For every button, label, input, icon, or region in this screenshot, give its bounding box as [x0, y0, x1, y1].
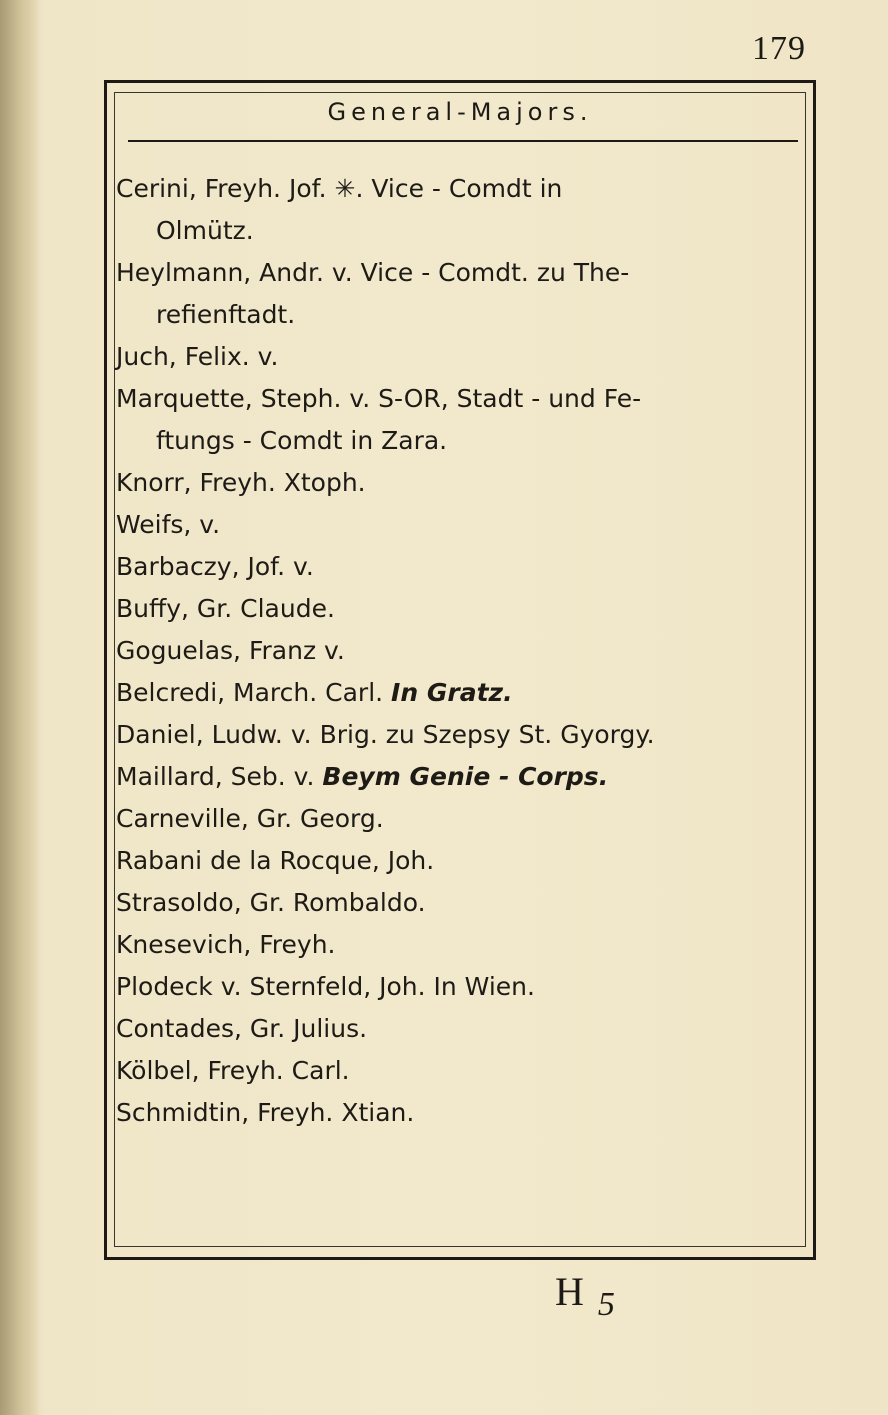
list-item: [116, 462, 796, 504]
entry-continuation: refienftadt.: [156, 300, 296, 329]
entry-note: Beym Genie - Corps.: [322, 762, 609, 791]
list-item: [116, 546, 796, 588]
list-item: [116, 252, 796, 336]
entry-text: Heylmann, Andr. v. Vice - Comdt. zu The-: [116, 258, 630, 287]
entry-text: Buffy, Gr. Claude.: [116, 594, 335, 623]
entry-text: Rabani de la Rocque, Joh.: [116, 846, 435, 875]
entry-text: Plodeck v. Sternfeld, Joh. In Wien.: [116, 972, 535, 1001]
signature-mark: [555, 1268, 615, 1323]
entry-text: Contades, Gr. Julius.: [116, 1014, 368, 1043]
header-divider: [128, 140, 798, 142]
list-item: [116, 714, 796, 756]
entry-text: Daniel, Ludw. v. Brig. zu Szepsy St. Gyorgy.: [116, 720, 655, 749]
entry-continuation: Olmütz.: [156, 216, 254, 245]
list-item: [116, 672, 796, 714]
list-item: [116, 336, 796, 378]
entry-text: Kölbel, Freyh. Carl.: [116, 1056, 350, 1085]
entry-text: Goguelas, Franz v.: [116, 636, 345, 665]
officer-list: [116, 168, 796, 1134]
entry-text: Barbaczy, Jof. v.: [116, 552, 314, 581]
entry-continuation: ftungs - Comdt in Zara.: [156, 426, 448, 455]
list-item: [116, 168, 796, 252]
signature-letter: H: [555, 1269, 584, 1314]
page-title: General-Majors.: [327, 98, 593, 126]
page-number: 179: [752, 30, 806, 67]
entry-text: Cerini, Freyh. Jof. ✳. Vice - Comdt in: [116, 174, 563, 203]
list-item: [116, 588, 796, 630]
list-item: [116, 798, 796, 840]
entry-text-part: Maillard, Seb. v.: [116, 762, 315, 791]
list-item: [116, 1092, 796, 1134]
list-item: [116, 882, 796, 924]
entry-text-part: Belcredi, March. Carl.: [116, 678, 384, 707]
list-item: [116, 504, 796, 546]
signature-number: 5: [597, 1286, 615, 1323]
entry-text: [116, 672, 796, 714]
entry-text: Weifs, v.: [116, 510, 221, 539]
entry-text: Carneville, Gr. Georg.: [116, 804, 384, 833]
entry-text: Schmidtin, Freyh. Xtian.: [116, 1098, 415, 1127]
list-item: [116, 966, 796, 1008]
list-item: [116, 840, 796, 882]
entry-text: Knesevich, Freyh.: [116, 930, 336, 959]
list-item: [116, 1050, 796, 1092]
entry-text: [116, 756, 796, 798]
entry-note: In Gratz.: [391, 678, 513, 707]
page-gutter: [0, 0, 40, 1415]
list-item: [116, 1008, 796, 1050]
entry-text: Strasoldo, Gr. Rombaldo.: [116, 888, 426, 917]
entry-text: Juch, Felix. v.: [116, 342, 279, 371]
list-item: [116, 378, 796, 462]
list-item: [116, 756, 796, 798]
entry-text: Knorr, Freyh. Xtoph.: [116, 468, 366, 497]
entry-text: Marquette, Steph. v. S-OR, Stadt - und Fe-: [116, 384, 642, 413]
list-item: [116, 924, 796, 966]
list-item: [116, 630, 796, 672]
